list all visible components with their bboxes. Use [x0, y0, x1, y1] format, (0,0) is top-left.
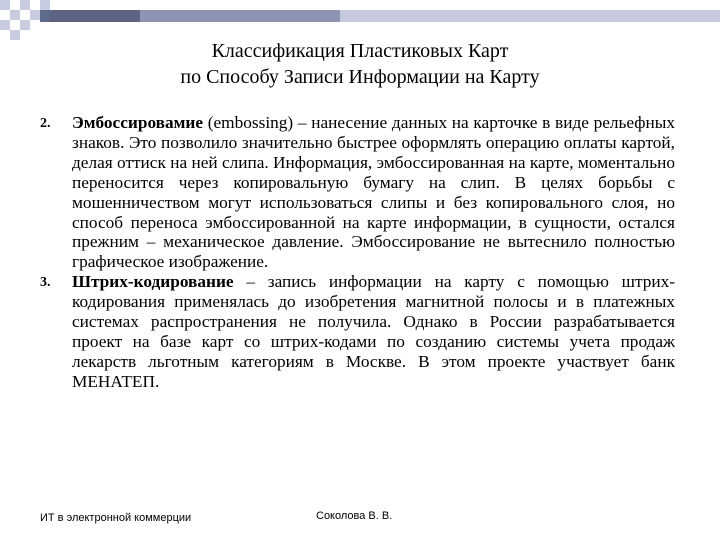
item-body: (embossing) – нанесение данных на карточке в виде рельефных знаков. Это позволило значительно быстрее оформлять операцию оплаты картой, делая оттиск на ней слипа. Информация, эмбоссированная на карте, моментально переносится через копировальную бумагу на слип. В целях борьбы с мошенничеством могут использоваться слипы и без копировального слоя, но способ переноса эмбоссированной на карте информации, в сущности, остался прежним – механическое давление. Эмбоссирование не вытеснило полностью графическое изображение. [72, 113, 675, 272]
bar-segment-mid [140, 10, 340, 22]
list-item [40, 113, 675, 272]
item-body: – запись информации на карту с помощью штрих-кодирования применялась до изобретения магнитной полосы и в платежных системах распространения не получила. Однако в России разрабатывается проект на базе карт со штрих-кодами по созданию системы учета продаж лекарств льготным категориям в Москве. В этом проекте участвует банк МЕНАТЕП. [72, 272, 675, 391]
title-line-2: по Способу Записи Информации на Карту [180, 66, 540, 88]
deco-square [30, 10, 40, 20]
content-list [40, 113, 675, 392]
bar-segment-light [340, 10, 720, 22]
deco-square [10, 10, 20, 20]
item-term: Эмбоссировамие [72, 113, 204, 132]
deco-square [20, 20, 30, 30]
bar-segment-dark [50, 10, 140, 22]
deco-square [40, 0, 50, 10]
item-text [72, 113, 675, 272]
deco-square [20, 0, 30, 10]
deco-square-dark [40, 10, 50, 22]
item-term: Штрих-кодирование [72, 272, 234, 292]
slide-title [80, 38, 640, 90]
header-bar [50, 10, 720, 22]
item-text [72, 272, 675, 391]
deco-square [0, 0, 10, 10]
header-decoration [0, 0, 720, 20]
item-number: 2. [40, 116, 51, 131]
deco-square [10, 30, 20, 40]
deco-square [0, 20, 10, 30]
list-item [40, 272, 675, 391]
footer-course: ИТ в электронной коммерции [40, 512, 192, 524]
item-number: 3. [40, 275, 51, 291]
title-line-1: Классификация Пластиковых Карт [211, 40, 509, 62]
footer-author: Соколова В. В. [316, 510, 393, 522]
